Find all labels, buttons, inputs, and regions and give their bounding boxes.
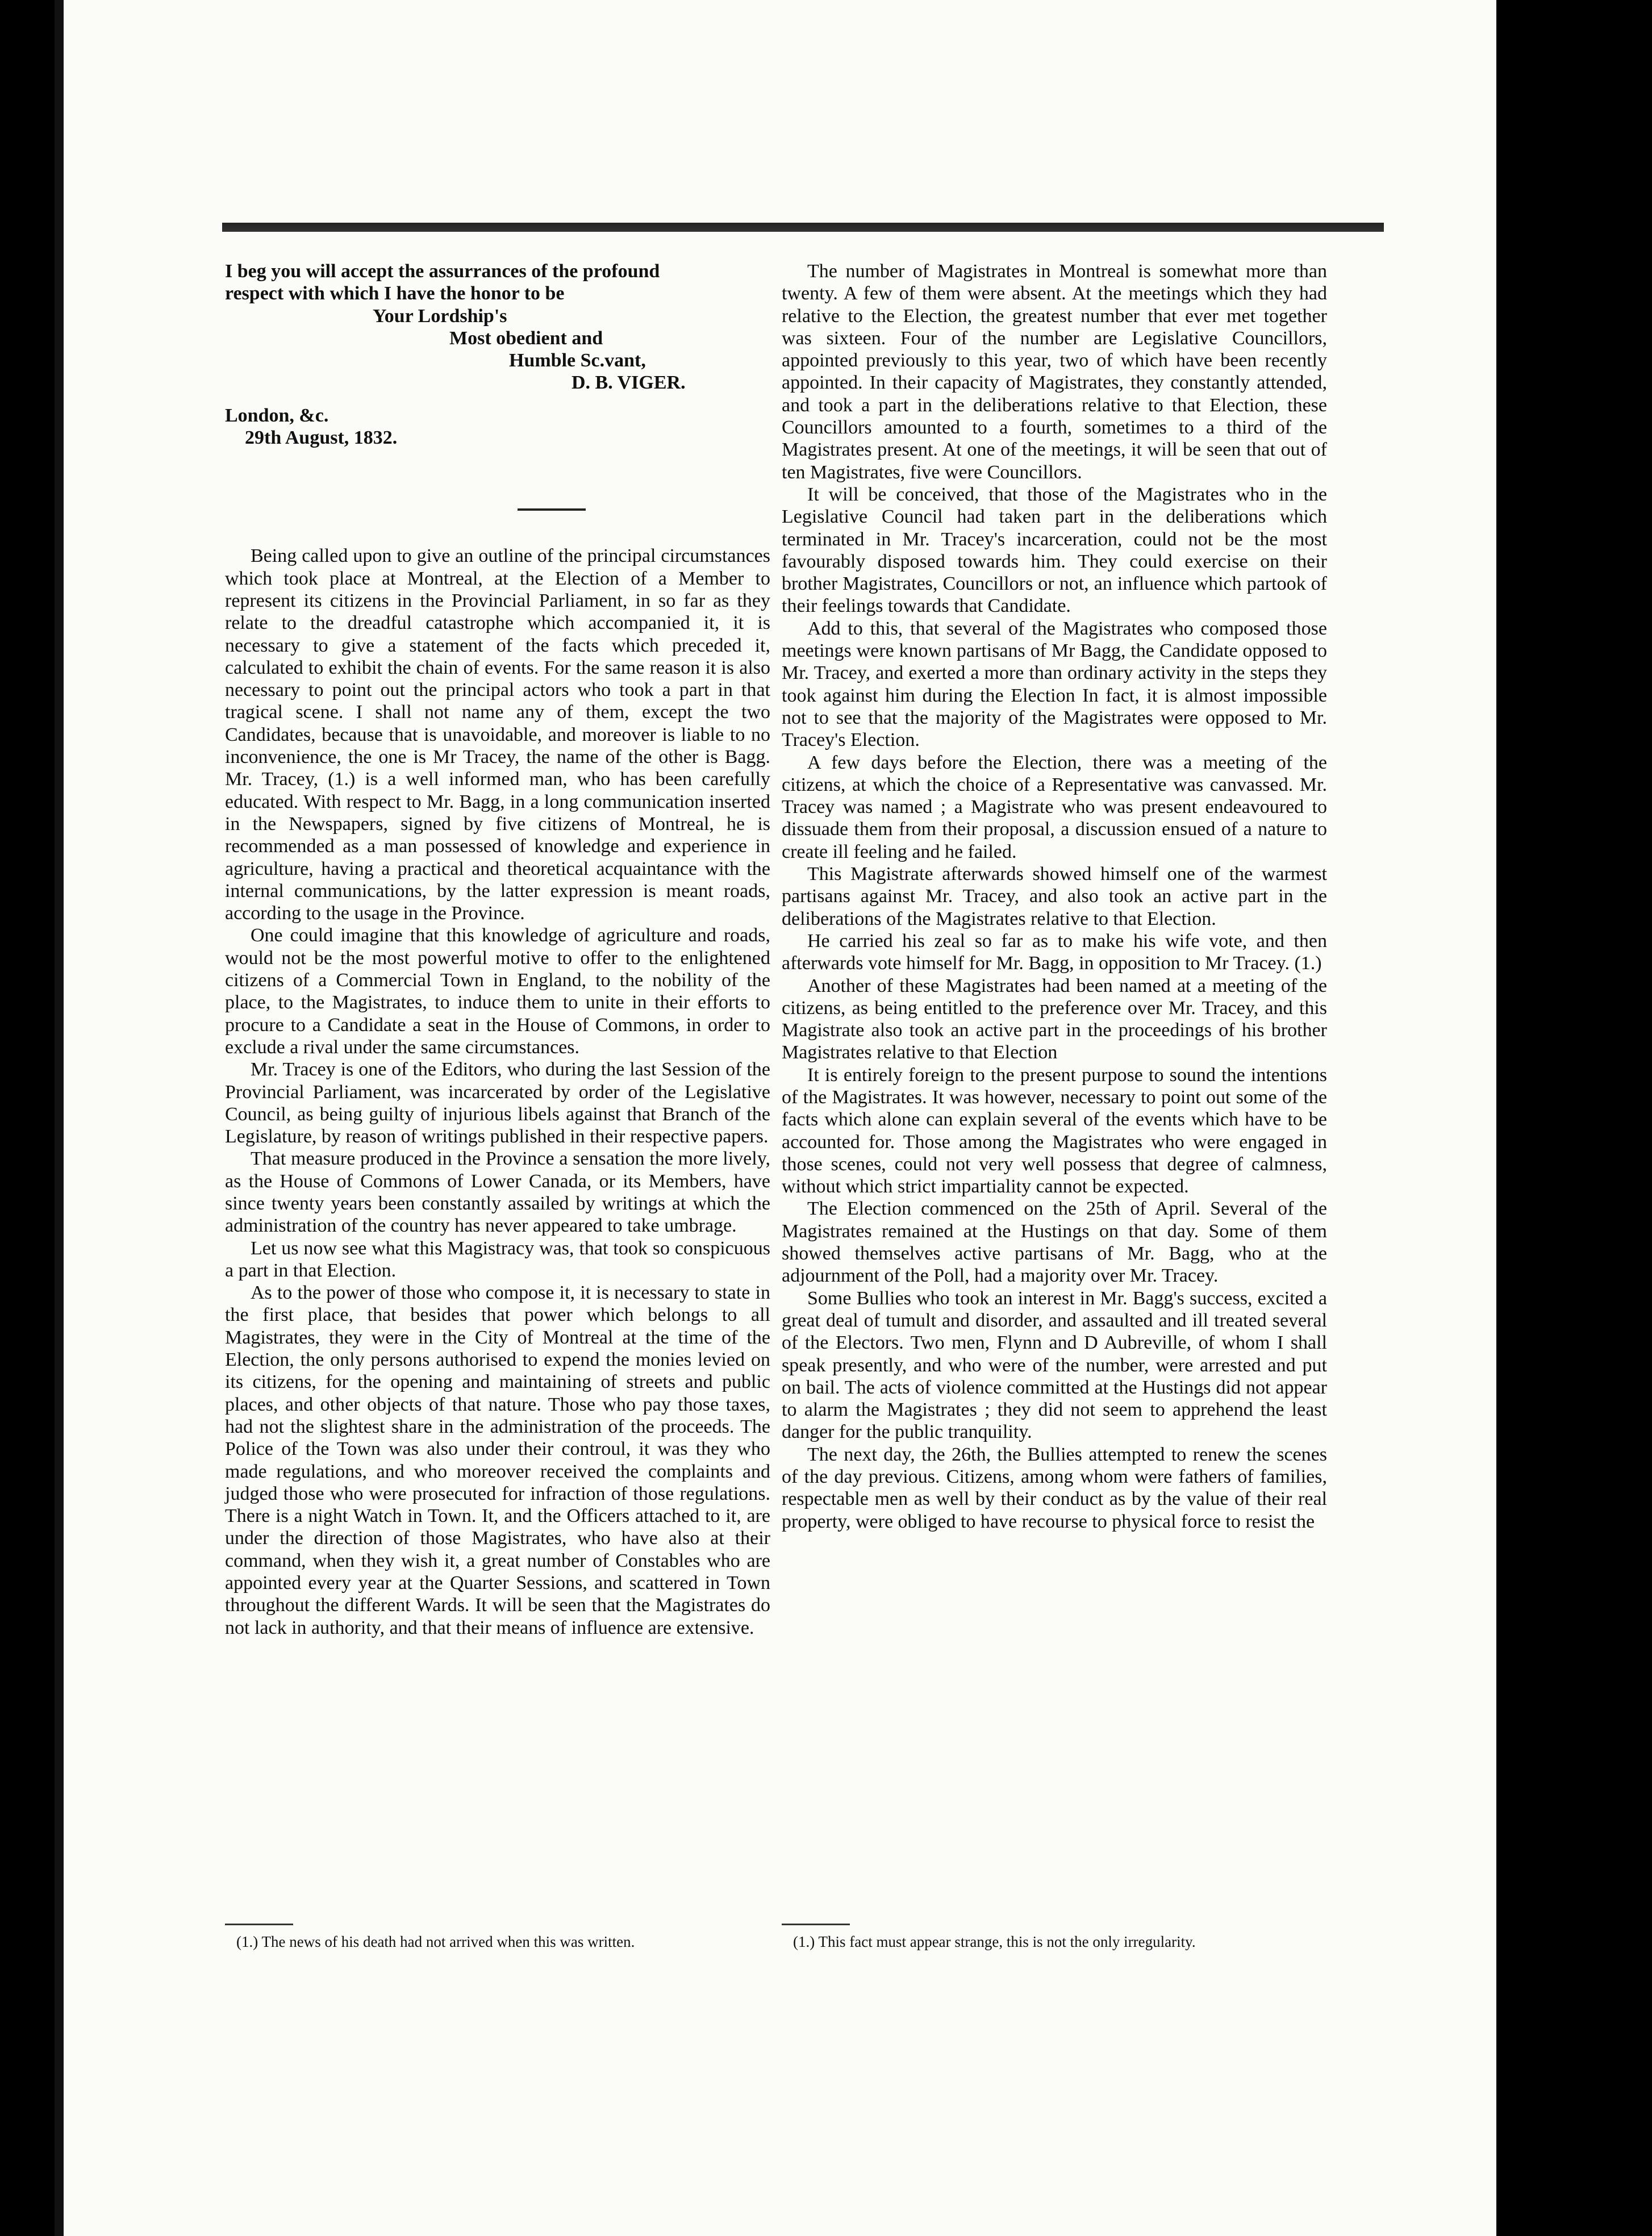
right-paragraph: This Magistrate afterwards showed himself one of the warmest partisans against Mr. Tracey, and also took an active part in the deliberations of the Magistrates relative to that Election. xyxy=(782,863,1327,929)
closing-line-1: I beg you will accept the assurrances of the profound xyxy=(225,261,660,282)
footnote-right-text: (1.) This fact must appear strange, this is not the only irregularity. xyxy=(793,1933,1196,1950)
left-paragraph: That measure produced in the Province a sensation the more lively, as the House of Commons of Lower Canada, or its Members, have since twenty years been constantly assailed by writings at which the administration of the country has never appeared to take umbrage. xyxy=(225,1148,770,1237)
right-paragraph: Some Bullies who took an interest in Mr. Bagg's success, excited a great deal of tumult and disorder, and assaulted and ill treated several of the Electors. Two men, Flynn and D Aubreville, of whom I shall speak presently, and who were of the number, were arrested and put on bail. The acts of violence committed at the Hustings did not appear to alarm the Magistrates ; they did not seem to apprehend the least danger for the public tranquility. xyxy=(782,1287,1327,1443)
closing-line-4: Most obedient and xyxy=(449,327,603,349)
right-paragraph: He carried his zeal so far as to make his wife vote, and then afterwards vote himself for Mr. Bagg, in opposition to Mr Tracey. (1.) xyxy=(782,930,1327,974)
left-paragraph: As to the power of those who compose it, it is necessary to state in the first place, that besides that power which belongs to all Magistrates, they were in the City of Montreal at the time of the Election, the only persons authorised to expend the monies levied on its citizens, for the opening and maintaining of streets and public places, and other objects of that nature. Those who pay those taxes, had not the slightest share in the administration of the proceeds. The Police of the Town was also under their controul, it was they who made regulations, and who moreover received the complaints and judged those who were prosecuted for infraction of those regulations. There is a night Watch in Town. It, and the Officers attached to it, are under the direction of those Magistrates, who have also at their command, when they wish it, a great number of Constables who are appointed every year at the Quarter Sessions, and scattered in Town throughout the different Wards. It will be seen that the Magistrates do not lack in authority, and that their means of influence are extensive. xyxy=(225,1282,770,1638)
right-paragraph: The number of Magistrates in Montreal is somewhat more than twenty. A few of them were absent. At the meetings which they had relative to the Election, the greatest number that ever met together was sixteen. Four of the number are Legislative Councillors, appointed previously to this year, two of which have been recently appointed. In their capacity of Magistrates, they constantly attended, and took a part in the deliberations relative to that Election, these Councillors amounted to a fourth, sometimes to a third of the Magistrates present. At one of the meetings, it will be seen that out of ten Magistrates, five were Councillors. xyxy=(782,261,1327,483)
left-paragraph: One could imagine that this knowledge of agriculture and roads, would not be the most powerful motive to offer to the enlightened citizens of a Commercial Town in England, to the nobility of the place, to the Magistrates, to induce them to unite in their efforts to procure to a Candidate a seat in the House of Commons, in order to exclude a rival under the same circumstances. xyxy=(225,925,770,1058)
right-paragraph: Another of these Magistrates had been named at a meeting of the citizens, as being entitled to the preference over Mr. Tracey, and this Magistrate also took an active part in the proceedings of his brother Magistrates relative to that Election xyxy=(782,975,1327,1063)
left-column xyxy=(225,260,770,1639)
signature: D. B. VIGER. xyxy=(571,372,686,394)
footnote-left-text: (1.) The news of his death had not arrived when this was written. xyxy=(236,1933,635,1950)
right-paragraph: A few days before the Election, there was a meeting of the citizens, at which the choice of a Representative was canvassed. Mr. Tracey was named ; a Magistrate who was present endeavoured to dissuade them from their proposal, a discussion ensued of a nature to create ill feeling and he failed. xyxy=(782,752,1327,862)
right-paragraph: It is entirely foreign to the present purpose to sound the intentions of the Magistrates. It was however, necessary to point out some of the facts which alone can explain several of the events which have to be accounted for. Those among the Magistrates who were engaged in those scenes, could not very well possess that degree of calmness, without which strict impartiality cannot be expected. xyxy=(782,1064,1327,1198)
closing-line-5: Humble Sc.vant, xyxy=(509,350,646,372)
scan-edge-left xyxy=(55,0,64,2236)
right-column xyxy=(782,260,1327,1533)
footnote-rule-left xyxy=(225,1924,293,1925)
header-rule xyxy=(222,223,1384,232)
left-paragraph: Mr. Tracey is one of the Editors, who during the last Session of the Provincial Parliament, was incarcerated by order of the Legislative Council, as being guilty of injurious libels against that Branch of the Legislature, by reason of writings published in their respective papers. xyxy=(225,1059,770,1148)
right-paragraph: The Election commenced on the 25th of April. Several of the Magistrates remained at the Hustings on that day. Some of them showed themselves active partisans of Mr. Bagg, who at the adjournment of the Poll, had a majority over Mr. Tracey. xyxy=(782,1198,1327,1287)
footnote-right xyxy=(782,1933,1327,1951)
footnote-left xyxy=(225,1933,770,1951)
letter-closing xyxy=(225,260,770,394)
scan-edge-right xyxy=(1496,0,1509,2236)
right-paragraph: The next day, the 26th, the Bullies attempted to renew the scenes of the day previous. Citizens, among whom were fathers of families, respectable men as well by their conduct as by the value of their real property, were obliged to have recourse to physical force to resist the xyxy=(782,1444,1327,1532)
right-paragraph: Add to this, that several of the Magistrates who composed those meetings were known partisans of Mr Bagg, the Candidate opposed to Mr. Tracey, and exerted a more than ordinary activity in the steps they took against him during the Election In fact, it is almost impossible not to see that the majority of the Magistrates were opposed to Mr. Tracey's Election. xyxy=(782,618,1327,751)
left-paragraph: Being called upon to give an outline of the principal circumstances which took place at Montreal, at the Election of a Member to represent its citizens in the Provincial Parliament, in so far as they relate to the dreadful catastrophe which accompanied it, it is necessary to give a statement of the facts which preceded it, calculated to exhibit the chain of events. For the same reason it is also necessary to point out the principal actors who took a part in that tragical scene. I shall not name any of them, except the two Candidates, because that is unavoidable, and moreover is liable to no inconvenience, the one is Mr Tracey, the name of the other is Bagg. Mr. Tracey, (1.) is a well informed man, who has been carefully educated. With respect to Mr. Bagg, in a long communication inserted in the Newspapers, signed by five citizens of Montreal, he is recommended as a man possessed of knowledge and experience in agriculture, having a practical and theoretical acquaintance with the internal communications, by the latter expression is meant roads, according to the usage in the Province. xyxy=(225,545,770,924)
closing-line-3: Your Lordship's xyxy=(373,305,507,327)
letter-place: London, &c. xyxy=(225,404,329,426)
left-paragraph: Let us now see what this Magistracy was, that took so conspicuous a part in that Election. xyxy=(225,1237,770,1281)
document-page xyxy=(55,0,1509,2236)
closing-line-2: respect with which I have the honor to be xyxy=(225,283,565,304)
footnote-rule-right xyxy=(782,1924,850,1925)
right-paragraph: It will be conceived, that those of the Magistrates who in the Legislative Council had taken part in the deliberations which terminated in Mr. Tracey's incarceration, could not be the most favourably disposed towards him. They could exercise on their brother Magistrates, Councillors or not, an influence which partook of their feelings towards that Candidate. xyxy=(782,483,1327,617)
letter-date: 29th August, 1832. xyxy=(245,427,398,449)
